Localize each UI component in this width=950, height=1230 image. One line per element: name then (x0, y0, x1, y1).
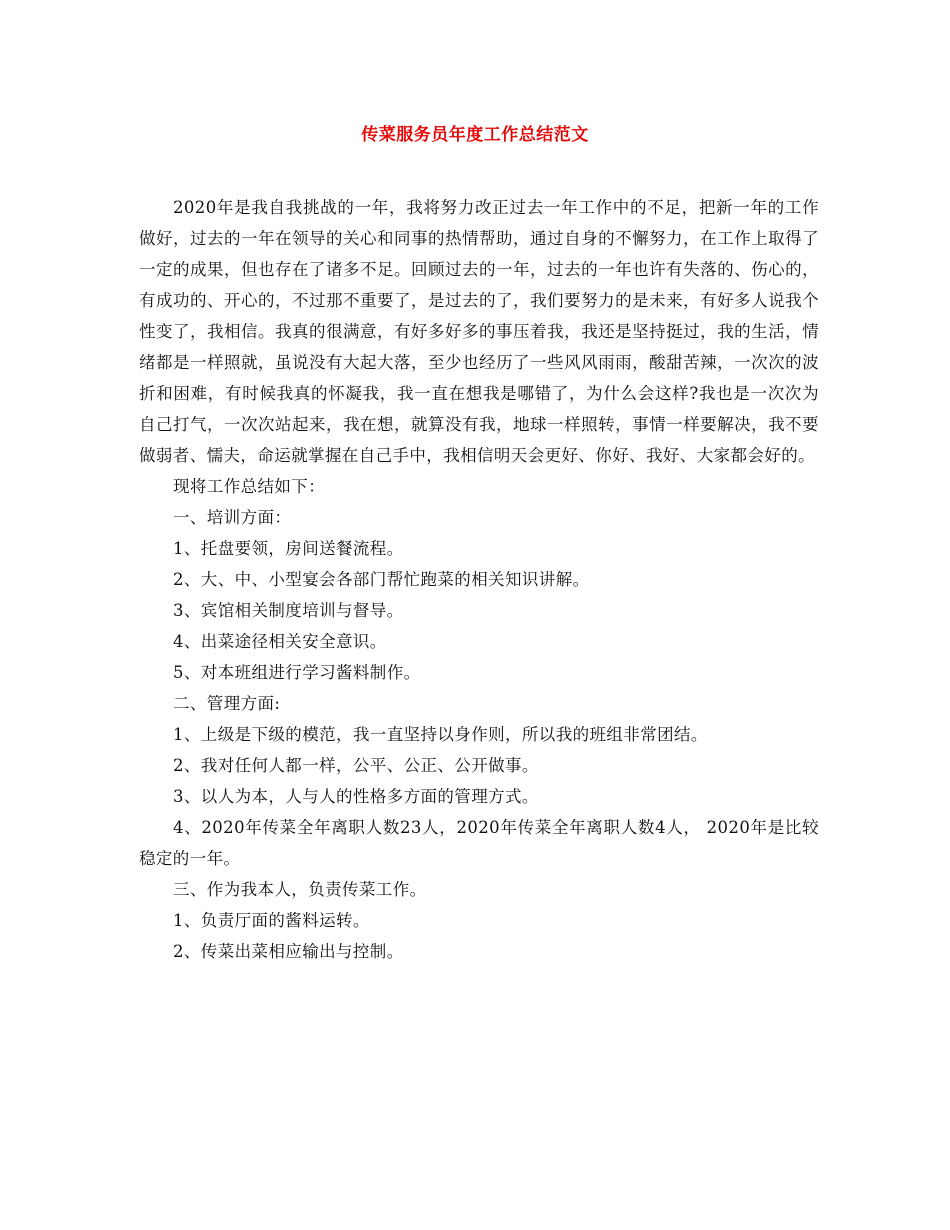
list-item: 4、2020年传菜全年离职人数23人，2020年传菜全年离职人数4人， 2020年是比较稳定的一年。 (139, 818, 819, 868)
list-item: 2、传菜出菜相应输出与控制。 (173, 942, 404, 961)
list-item: 1、上级是下级的模范，我一直坚持以身作则，所以我的班组非常团结。 (173, 725, 708, 744)
list-item: 1、托盘要领，房间送餐流程。 (173, 539, 404, 558)
intro-paragraph: 2020年是我自我挑战的一年，我将努力改正过去一年工作中的不足，把新一年的工作做好，过去的一年在领导的关心和同事的热情帮助，通过自身的不懈努力，在工作上取得了一定的成果，但也存在了诸多不足。回顾过去的一年，过去的一年也许有失落的、伤心的，有成功的、开心的，不过那不重要了，是过去的了，我们要努力的是未来，有好多人说我个性变了，我相信。我真的很满意，有好多好多的事压着我，我还是坚持挺过，我的生活，情绪都是一样照就，虽说没有大起大落，至少也经历了一些风风雨雨，酸甜苦辣，一次次的波折和困难，有时候我真的怀凝我，我一直在想我是哪错了，为什么会这样?我也是一次次为自己打气，一次次站起来，我在想，就算没有我，地球一样照转，事情一样要解决，我不要做弱者、懦夫，命运就掌握在自己手中，我相信明天会更好、你好、我好、大家都会好的。 (139, 198, 819, 465)
list-item: 2、大、中、小型宴会各部门帮忙跑菜的相关知识讲解。 (173, 570, 590, 589)
section-heading-management: 二、管理方面: (173, 694, 281, 713)
list-item: 3、以人为本，人与人的性格多方面的管理方式。 (173, 787, 539, 806)
list-item: 5、对本班组进行学习酱料制作。 (173, 663, 421, 682)
section-heading-training: 一、培训方面： (173, 508, 292, 527)
list-item: 2、我对任何人都一样，公平、公正、公开做事。 (173, 756, 539, 775)
summary-lead: 现将工作总结如下： (173, 477, 326, 496)
document-body (139, 192, 819, 967)
section-heading-personal: 三、作为我本人，负责传菜工作。 (173, 880, 427, 899)
list-item: 4、出菜途径相关安全意识。 (173, 632, 387, 651)
list-item: 3、宾馆相关制度培训与督导。 (173, 601, 404, 620)
list-item: 1、负责厅面的酱料运转。 (173, 911, 370, 930)
document-title: 传菜服务员年度工作总结范文 (361, 125, 589, 145)
